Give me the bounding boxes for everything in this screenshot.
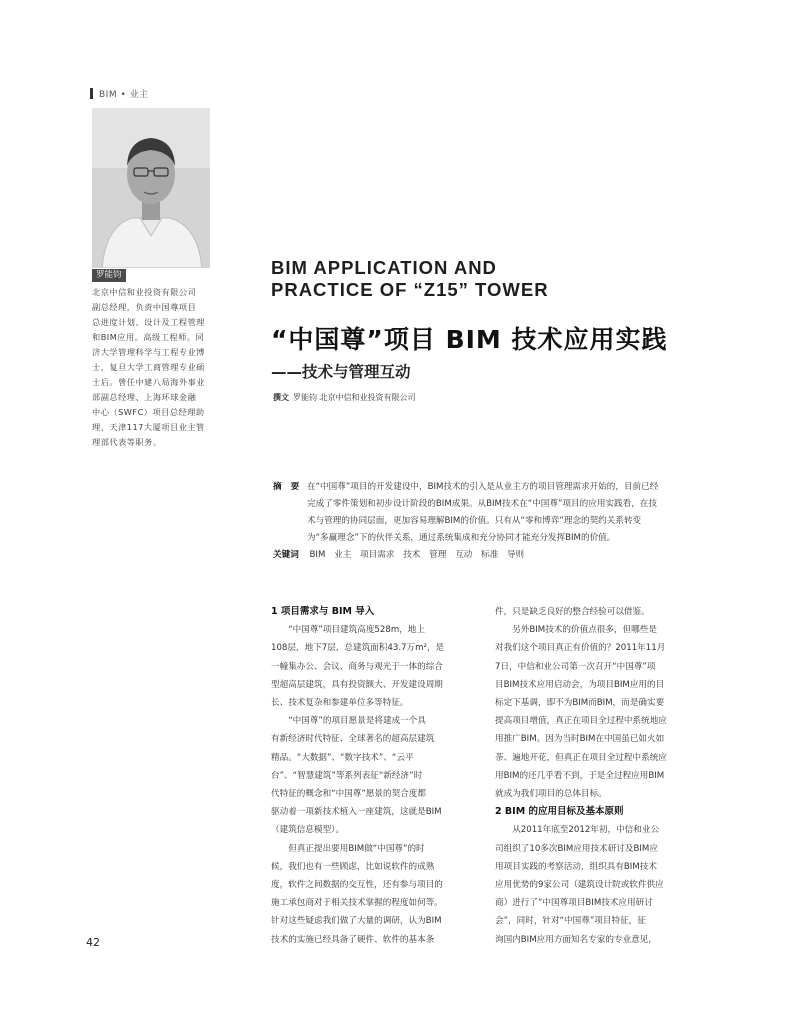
bio-line: 济大学管理科学与工程专业博 [92,347,205,357]
bio-line: 和BIM应用。高级工程师。同 [92,332,205,342]
chinese-subtitle: ——技术与管理互动 [271,363,411,381]
author-bio [92,285,242,450]
body-text-line: 施工承包商对于相关技术掌握的程度如何等。 [271,898,443,909]
body-column-left [271,603,487,949]
header-bar-mark [90,88,93,99]
body-text-line: 询国内BIM应用方面知名专家的专业意见， [495,934,657,945]
keyword: 项目需求 [360,550,395,560]
body-text-line: 台”、“智慧建筑”等系列表征“新经济”时 [271,770,423,781]
body-text-line: 驱动着一项新技术植入一座建筑，这就是BIM [271,807,442,818]
keyword: 互动 [455,550,473,560]
body-text-line: 候，我们也有一些顾虑，比如说软件的成熟 [271,861,435,872]
byline [273,392,416,403]
body-text-line: 长、技术复杂和参建单位多等特征。 [271,698,409,709]
abstract-line: 为“多赢理念”下的伙伴关系，通过系统集成和充分协同才能充分发挥BIM的价值。 [307,533,616,543]
byline-text: 罗能钧 北京中信和业投资有限公司 [293,393,416,402]
body-text-line: 有新经济时代特征、全球著名的超高层建筑 [271,734,435,745]
body-text-line: 一幢集办公、会议、商务与观光于一体的综合 [271,661,443,672]
bio-line: 士，复旦大学工商管理专业硕 [92,362,205,372]
page-number: 42 [86,936,100,949]
author-photo [92,108,210,268]
english-title [271,257,549,301]
body-text-line: “中国尊”项目建筑高度528m，地上 [271,625,425,636]
keywords [273,548,530,560]
body-text-line: 度，软件之间数据的交互性，还有参与项目的 [271,880,443,891]
body-text-line: 型超高层建筑，具有投资额大、开发建设周期 [271,679,443,690]
body-column-right [495,603,711,949]
abstract-line: 完成了零件策划和初步设计阶段的BIM成果。从BIM技术在“中国尊”项目的应用实践看，在技 [307,499,657,509]
body-text-line: 用推广BIM。因为当时BIM在中国虽已如火如 [495,734,665,745]
body-text-line: 目BIM技术应用启动会，为项目BIM应用的目 [495,679,665,690]
bio-line: 士后。曾任中建八局海外事业 [92,377,205,387]
body-text-line: “中国尊”的项目愿景是将建成一个具 [271,716,426,727]
body-text-line: 会”，同时，针对“中国尊”项目特征，征 [495,916,646,927]
author-name-tag: 罗能钧 [92,269,126,282]
keyword: 标准 [481,550,499,560]
body-text-line: 但真正提出要用BIM做“中国尊”的时 [271,843,425,854]
body-text-line: 对我们这个项目真正有价值的？2011年11月 [495,643,666,654]
body-text-line: 件，只是缺乏良好的整合经验可以借鉴。 [495,607,650,617]
body-text-line: 用BIM的还几乎看不到，于是全过程应用BIM [495,770,665,781]
byline-label: 撰文 [273,393,289,402]
bio-line: 北京中信和业投资有限公司 [92,287,197,297]
keyword: 导则 [506,550,525,560]
keyword: 技术 [403,550,421,560]
body-text-line: 应用优势的9家公司（建筑设计院或软件供应 [495,880,664,891]
body-text-line: 商）进行了“中国尊项目BIM技术应用研讨 [495,898,653,909]
body-text-line: （建筑信息模型）。 [271,825,345,836]
bio-line: 中心（SWFC）项目总经理助 [92,407,205,417]
portrait-illustration [92,108,210,268]
body-text-line: 针对这些疑虑我们做了大量的调研，认为BIM [271,916,442,927]
english-title-line: PRACTICE OF “Z15” TOWER [271,279,549,300]
header-section-label: BIM • 业主 [99,90,149,100]
abstract [273,479,718,547]
body-text-line: 荼、遍地开花，但真正在项目全过程中系统应 [495,752,667,763]
body-text-line: 就成为我们项目的总体目标。 [495,789,607,800]
keywords-label: 关键词 [273,550,299,560]
body-text-line: 用项目实践的考察活动，组织具有BIM技术 [495,861,657,872]
section-heading: 1 项目需求与 BIM 导入 [271,606,375,617]
section-heading: 2 BIM 的应用目标及基本原则 [495,806,624,818]
abstract-line: 在“中国尊”项目的开发建设中，BIM技术的引入是从业主方的项目管理需求开始的，目前已经 [307,482,659,492]
bio-line: 副总经理，负责中国尊项目 [92,302,197,312]
english-title-line: BIM APPLICATION AND [271,257,497,278]
chinese-title: “中国尊”项目 BIM 技术应用实践 [271,325,668,354]
keyword: BIM [309,550,326,560]
body-text-line: 标定下基调，即不为BIM而BIM，而是确实要 [495,698,665,709]
bio-line: 部副总经理、上海环球金融 [92,392,197,402]
running-header [90,87,149,100]
abstract-line: 术与管理的协同层面，更加容易理解BIM的价值。只有从“零和博弈”理念的契约关系转变 [307,516,642,526]
keyword: 业主 [334,550,352,560]
body-text-line: 108层，地下7层，总建筑面积43.7万m²，是 [271,643,445,654]
body-text-line: 提高项目增值，真正在项目全过程中系统地应 [495,716,667,727]
body-text-line: 代特征的概念和“中国尊”愿景的契合度都 [271,789,426,800]
body-text-line: 从2011年底至2012年初，中信和业公 [495,825,660,836]
bio-line: 总进度计划、设计及工程管理 [92,317,205,327]
body-text-line: 技术的实施已经具备了硬件、软件的基本条 [271,934,435,945]
bio-line: 理、天津117大厦项目业主管 [92,422,205,432]
body-text-line: 精品。“大数据”、“数字技术”、“云平 [271,752,414,763]
abstract-label: 摘 要 [273,482,303,492]
body-text-line: 司组织了10多次BIM应用技术研讨及BIM应 [495,843,658,854]
bio-line: 理部代表等职务。 [92,437,162,447]
keyword: 管理 [429,550,447,560]
body-text-line: 另外BIM技术的价值点很多，但哪些是 [495,625,657,636]
body-text-line: 7日，中信和业公司第一次召开“中国尊”项 [495,661,656,672]
